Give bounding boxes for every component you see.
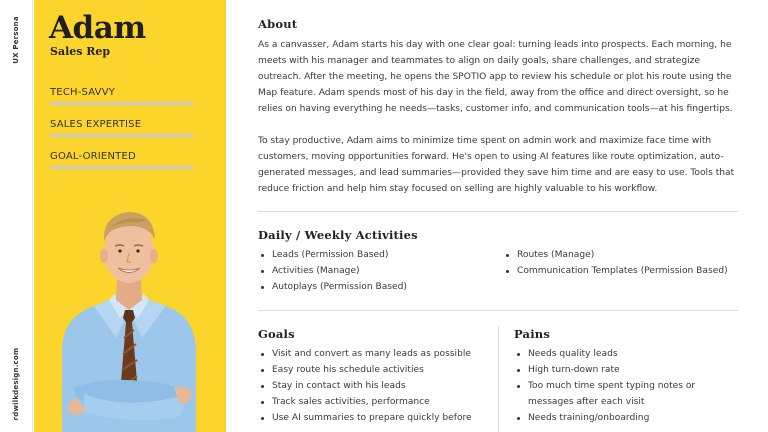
activities-list-right: [503, 247, 738, 279]
trait-item: [50, 150, 196, 182]
trait-list: [50, 86, 196, 182]
persona-details: [258, 0, 738, 432]
goals-heading: Goals: [258, 327, 295, 341]
section-divider: [258, 310, 738, 311]
about-paragraph-2: To stay productive, Adam aims to minimize time spent on admin work and maximize face time with customers, moving opportunities forward. He's open to using AI features like route optimization, auto-generated messages, and lead summaries—provided they save him time and are easy to use. Tools that reduce friction and help him stay focused on selling are highly valuable to his workflow.: [258, 136, 735, 194]
goals-list: [258, 346, 483, 426]
list-item: Too much time spent typing notes or messages after each visit: [514, 378, 704, 410]
list-item: Needs training/onboarding: [514, 410, 704, 426]
list-item: Track sales activities, performance: [258, 394, 483, 410]
column-divider: [498, 326, 499, 432]
trait-label: TECH-SAVVY: [50, 87, 116, 98]
about-heading: About: [258, 17, 298, 31]
trait-item: [50, 118, 196, 150]
persona-sidebar: [34, 0, 226, 432]
persona-type-label: UX Persona: [12, 16, 20, 64]
list-item: Activities (Manage): [258, 263, 498, 279]
list-item: Autoplays (Permission Based): [258, 279, 498, 295]
activities-list-left: [258, 247, 498, 295]
persona-name: Adam: [49, 10, 146, 46]
list-item: High turn-down rate: [514, 362, 704, 378]
persona-portrait: [54, 198, 204, 432]
persona-role: Sales Rep: [50, 45, 111, 58]
trait-bar: [50, 102, 193, 105]
list-item: Routes (Manage): [503, 247, 738, 263]
trait-label: GOAL-ORIENTED: [50, 151, 136, 162]
pains-heading: Pains: [514, 327, 550, 341]
list-item: Stay in contact with his leads: [258, 378, 483, 394]
website-label: rdwilkdesign.com: [12, 347, 20, 421]
list-item: Communication Templates (Permission Based): [503, 263, 738, 279]
list-item: Easy route his schedule activities: [258, 362, 483, 378]
list-item: Visit and convert as many leads as possible: [258, 346, 483, 362]
left-strip: [0, 0, 33, 432]
list-item: Leads (Permission Based): [258, 247, 498, 263]
trait-label: SALES EXPERTISE: [50, 119, 142, 130]
trait-item: [50, 86, 196, 118]
list-item: Use AI summaries to prepare quickly before: [258, 410, 483, 426]
section-divider: [258, 211, 738, 212]
about-paragraph-1: As a canvasser, Adam starts his day with one clear goal: turning leads into prospects. Each morning, he meets with his manager and teammates to align on daily goals, share challenges, and strategize outreach. After the meeting, he opens the SPOTIO app to review his schedule or plot his route using the Map feature. Adam spends most of his day in the field, away from the office and direct oversight, so he relies on having everything he needs—tasks, customer info, and communication tools—at his fingertips.: [258, 40, 733, 114]
pains-list: [514, 346, 704, 426]
activities-heading: Daily / Weekly Activities: [258, 228, 418, 242]
trait-bar: [50, 134, 193, 137]
trait-bar: [50, 166, 193, 169]
list-item: Needs quality leads: [514, 346, 704, 362]
